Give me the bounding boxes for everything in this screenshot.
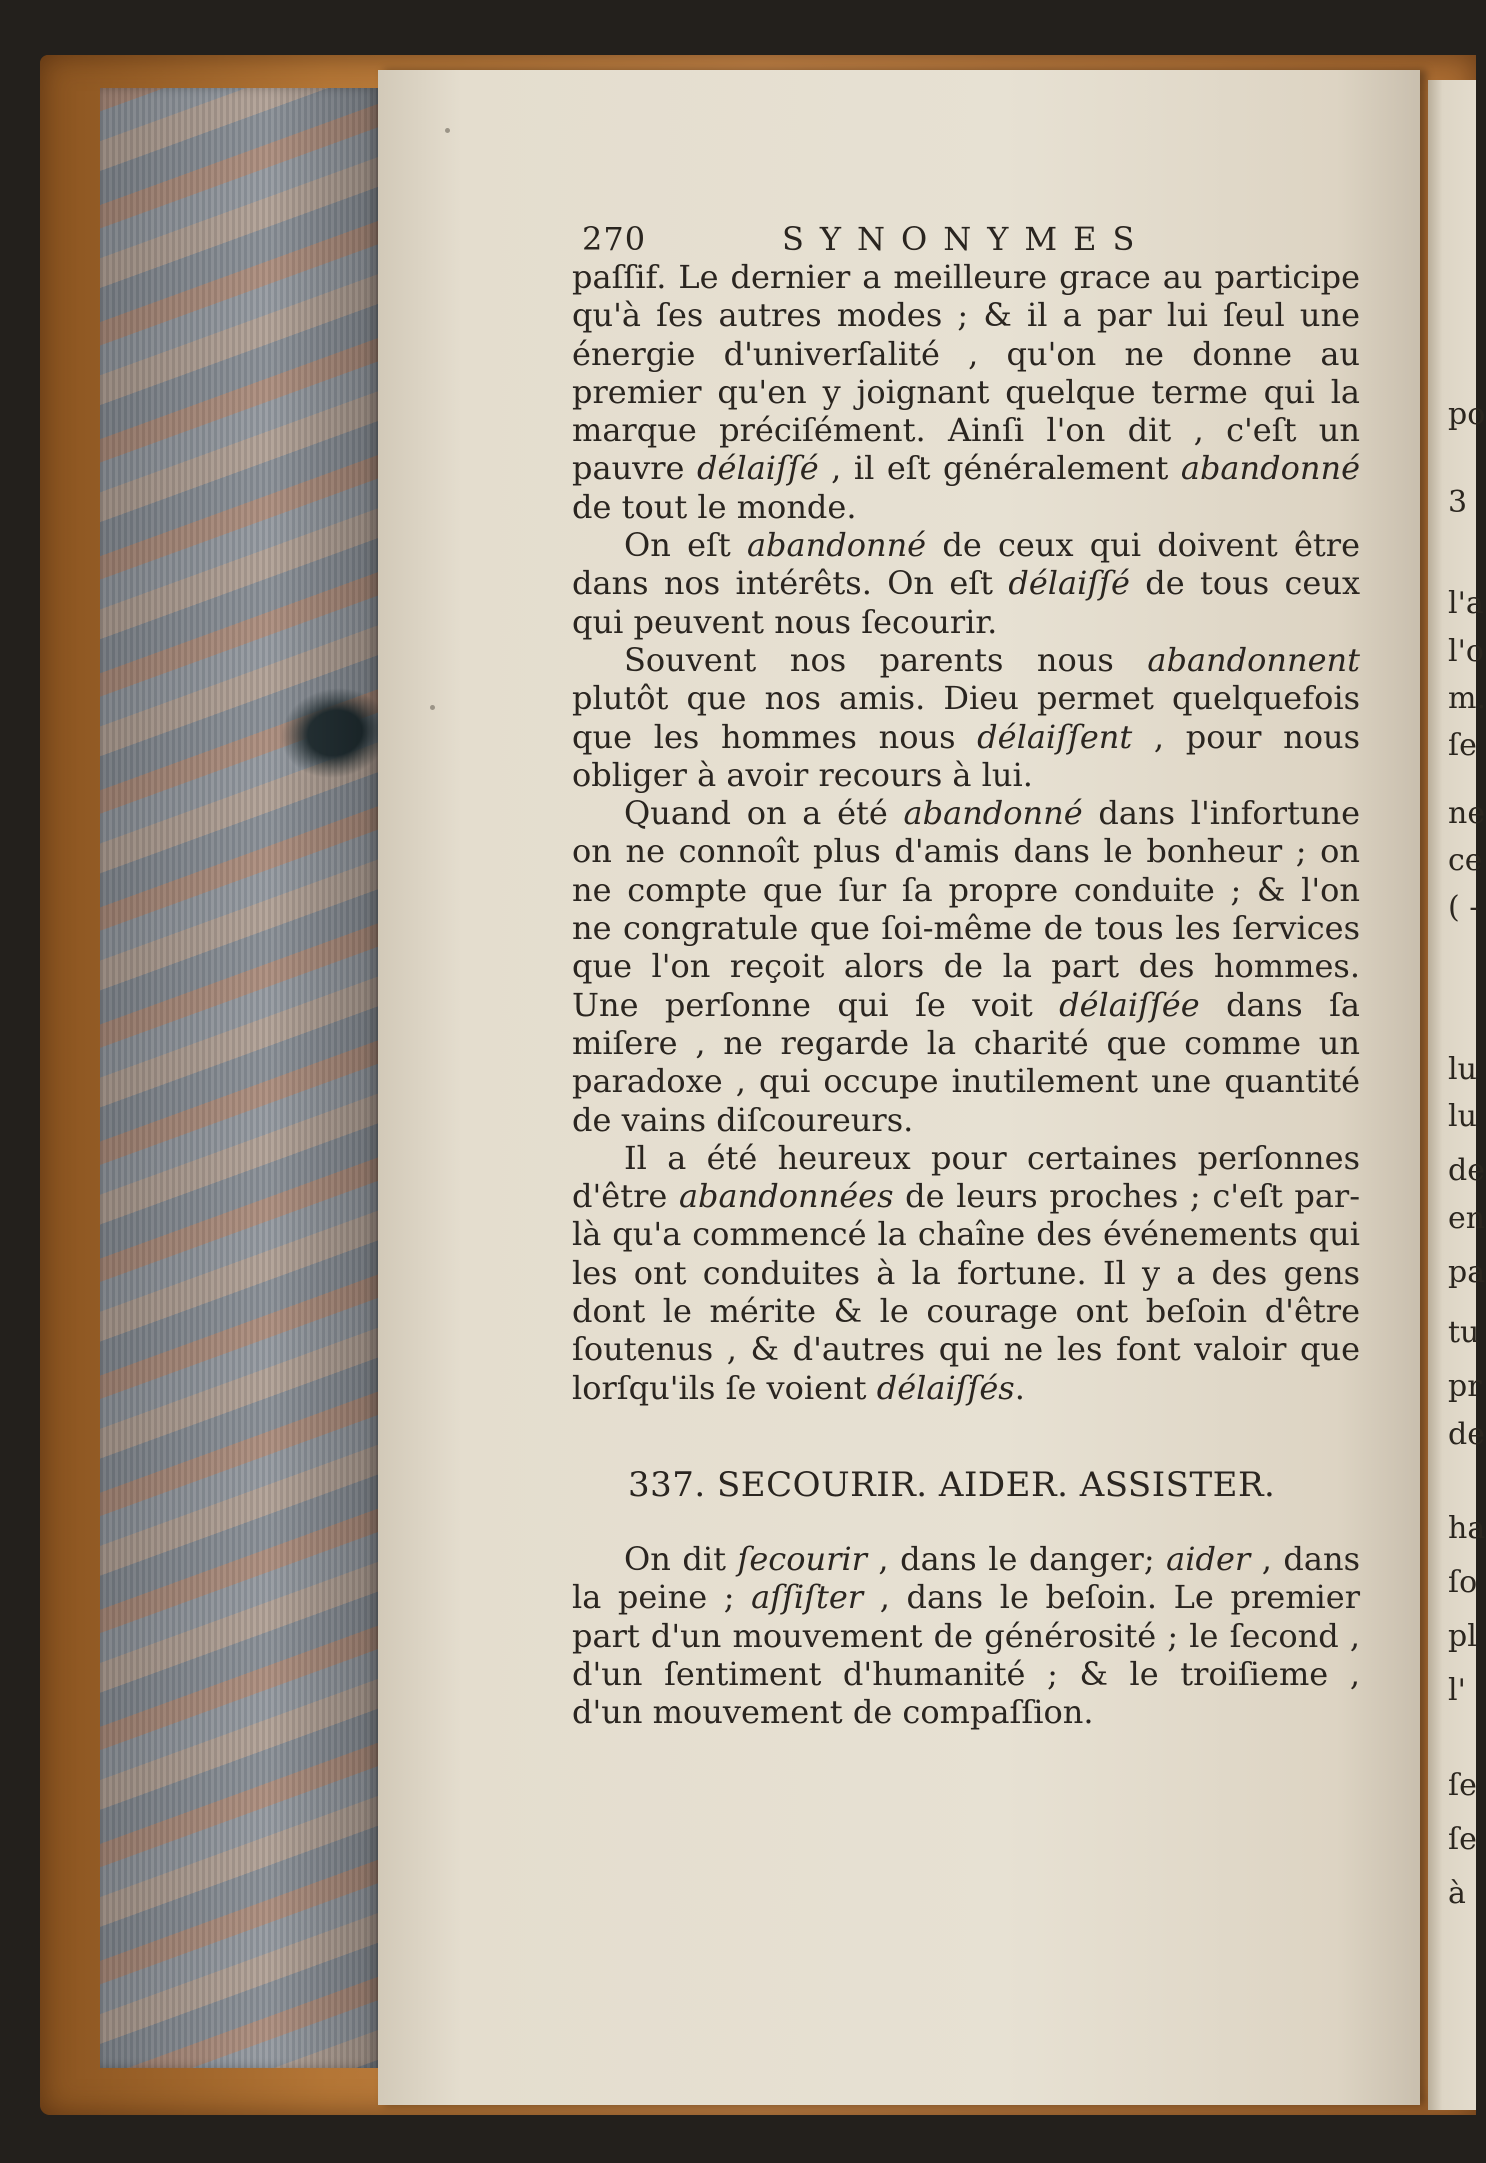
running-head [582,220,1182,260]
next-page-fragment: lu [1448,1099,1477,1135]
next-page-fragment: ce [1448,842,1483,878]
paragraph [572,794,1360,1139]
text-run: dans ſa miſere , ne regarde la charité que comme un paradoxe , qui occupe inutilement une quantité de vains diſcoureurs. [572,985,1361,1139]
next-page-fragment: l' [1448,1673,1466,1708]
italic-term: abandonnées [678,1177,894,1216]
paragraph [572,526,1360,641]
next-page-fragment: de [1448,1416,1485,1452]
paragraph [572,641,1360,794]
text-run: Souvent nos parents nous [624,640,1148,679]
italic-term: délaiſſé [1008,564,1130,603]
next-page-fragment: ſo [1448,1565,1478,1600]
text-run: , il eſt généralement [818,449,1181,488]
italic-term: abandonné [746,526,927,565]
text-run: paſſif. Le dernier a meilleure grace au participe qu'à ſes autres modes ; & il a par lui ſeul une énergie d'univerſalité , qu'on ne donne au premier qu'en y joignant quelque terme qui la marque préciſément. Ainſi l'on dit , c'eſt un pauvre [572,258,1360,488]
next-page-fragment: l'o [1448,633,1484,669]
paper-speck [445,128,450,133]
italic-term: abandonnent [1147,640,1360,679]
text-run: de ceux qui doivent être dans nos intérêts. On eſt [572,526,1361,603]
text-run: , dans la peine ; [572,1540,1361,1617]
book-title: SYNONYMES [782,220,1151,258]
text-run: , dans le beſoin. Le premier part d'un mouvement de générosité ; le ſecond , d'un ſentiment d'humanité ; & le troiſieme , d'un mouvement de compaſſion. [572,1578,1361,1732]
next-page-fragment: l'a [1448,586,1484,622]
body-text [572,258,1360,1407]
italic-term: délaiſſée [1059,985,1200,1024]
next-page-edge [1428,80,1486,2110]
next-page-fragment: ( - [1448,890,1480,925]
italic-term: délaiſſent [977,717,1133,756]
text-run: On dit [624,1540,738,1578]
paragraph [572,258,1360,526]
next-page-fragment: pa [1448,1254,1486,1290]
article-text [572,1540,1360,1731]
next-page-fragment: ſe [1448,728,1477,763]
next-page-fragment: ha [1448,1511,1486,1546]
italic-term: délaiſſés [876,1368,1015,1407]
text-run: Quand on a été [624,794,904,833]
text-run: , dans le danger; [866,1540,1167,1578]
next-page-fragment: à [1448,1875,1466,1911]
paper-speck [430,705,435,710]
next-page-fragment: 3 [1448,485,1468,520]
text-run: . [1014,1368,1025,1407]
next-page-fragment: ne [1448,795,1486,831]
next-page-fragment: pr [1448,1369,1482,1405]
text-run: de tous ceux qui peuvent nous ſecourir. [572,564,1361,641]
next-page-fragment: ſe [1448,1767,1477,1803]
next-page-fragment: m. [1448,680,1486,716]
next-page-fragment: ſe [1448,1821,1477,1857]
text-run: Il a été heureux pour certaines perſonnes d'être [572,1138,1360,1216]
italic-term: aſſiſter [751,1578,864,1617]
italic-term: délaiſſé [697,449,819,488]
paragraph [572,1540,1360,1731]
text-run: de leurs proches ; c'eſt par-là qu'a commencé la chaîne des événements qui les ont conduites à la fortune. Il y a des gens dont le mérite & le courage ont beſoin d'être ſoutenus , & d'autres qui ne les font valoir que lorſqu'ils ſe voient [572,1177,1361,1407]
text-run: On eſt [624,526,747,565]
italic-term: aider [1166,1540,1251,1578]
page-number: 270 [582,220,647,258]
next-page-fragment: po [1448,397,1486,433]
next-page-fragment: lu [1448,1052,1477,1087]
italic-term: ſecourir [737,1540,867,1578]
paragraph [572,1139,1360,1407]
text-run: dans l'infortune on ne connoît plus d'amis dans le bonheur ; on ne compte que ſur ſa propre conduite ; & l'on ne congratule que ſoi-même de tous les ſervices que l'on reçoit alors de la part des hommes. Une perſonne qui ſe voit [572,794,1361,1024]
italic-term: abandonné [1180,449,1361,488]
italic-term: abandonné [903,794,1083,833]
text-run: , pour nous obliger à avoir recours à lui. [572,717,1361,794]
next-page-fragment: pl [1448,1619,1477,1654]
text-run: plutôt que nos amis. Dieu permet quelquefois que les hommes nous [572,679,1360,756]
text-run: de tout le monde. [572,487,857,526]
next-page-fragment: tu [1448,1315,1480,1351]
next-page-fragment: de [1448,1153,1485,1189]
next-page-fragment: en [1448,1200,1486,1236]
marbled-page-edge [100,88,378,2068]
article-heading: 337. SECOURIR. AIDER. ASSISTER. [628,1465,1276,1505]
